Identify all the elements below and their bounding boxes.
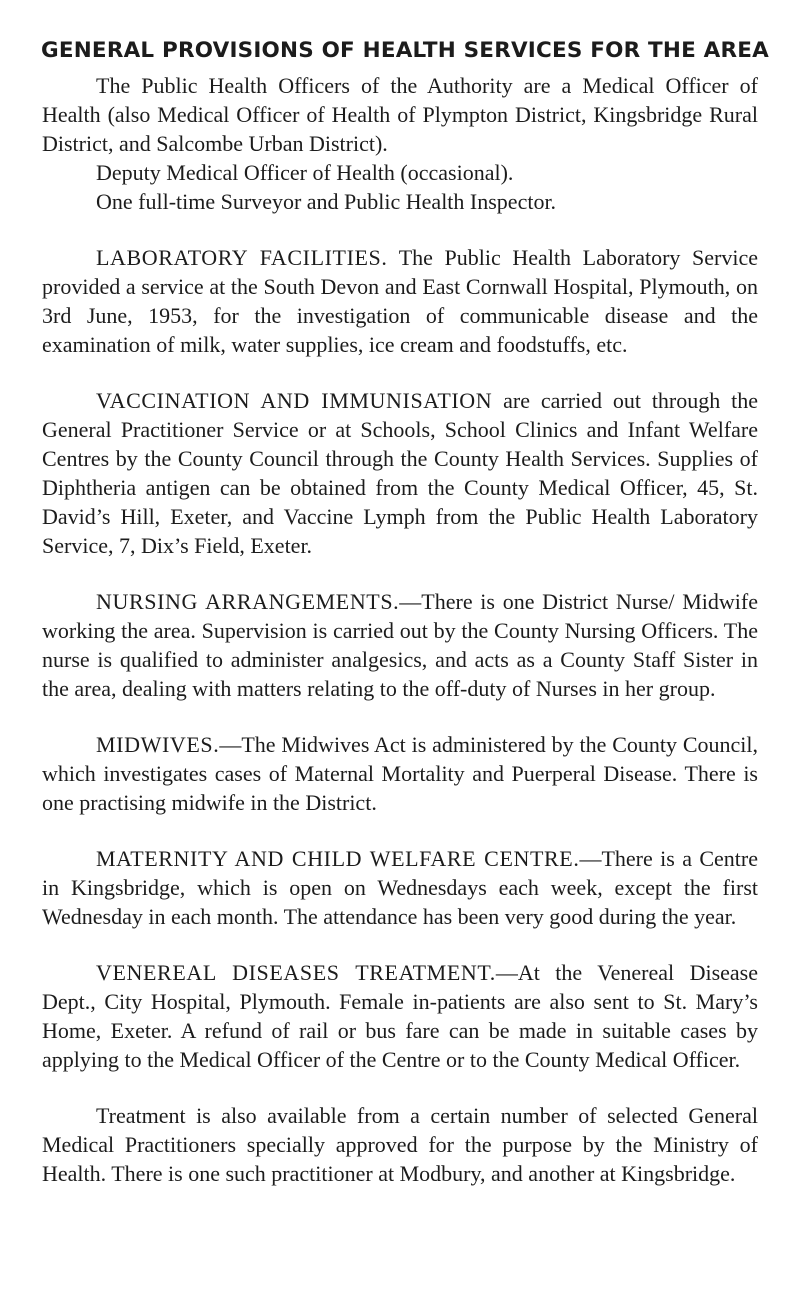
vaccination-paragraph: [42, 386, 758, 560]
section-title: VACCINATION AND IMMUNISATION: [96, 388, 493, 413]
section-text: —At the Venereal Disease Dept., City Hospital, Plymouth. Female in-patients are also sent to St. Mary’s Home, Exeter. A refund of rail or bus fare can be made in suitable cases by applying to the Medical Officer of the Centre or to the County Medical Officer.: [42, 960, 758, 1072]
intro-deputy-text: Deputy Medical Officer of Health (occasional).: [96, 160, 514, 185]
intro-officers-text: The Public Health Officers of the Authority are a Medical Officer of Health (also Medical Officer of Health of Plympton District, Kingsbridge Rural District, and Salcombe Urban District).: [42, 73, 758, 156]
document-page: [41, 38, 769, 1188]
section-title: VENEREAL DISEASES TREATMENT.: [96, 960, 496, 985]
section-text: —There is one District Nurse/ Midwife working the area. Supervision is carried out by the County Nursing Officers. The nurse is qualified to administer analgesics, and acts as a County Staff Sister in the area, dealing with matters relating to the off-duty of Nurses in her group.: [42, 589, 759, 701]
section-text: The Public Health Laboratory Service provided a service at the South Devon and East Cornwall Hospital, Plymouth, on 3rd June, 1953, for the investigation of communicable disease and the examination of milk, water supplies, ice cream and foodstuffs, etc.: [42, 245, 758, 357]
section-title: LABORATORY FACILITIES.: [96, 245, 388, 270]
page-title: GENERAL PROVISIONS OF HEALTH SERVICES FOR THE AREA: [41, 38, 769, 63]
treatment-paragraph: [42, 1101, 758, 1188]
section-text: —There is a Centre in Kingsbridge, which is open on Wednesdays each week, except the first Wednesday in each month. The attendance has been very good during the year.: [42, 846, 758, 929]
midwives-paragraph: [42, 730, 758, 817]
maternity-welfare-paragraph: [42, 844, 758, 931]
section-text: Treatment is also available from a certain number of selected General Medical Practitioners specially approved for the purpose by the Ministry of Health. There is one such practitioner at Modbury, and another at Kingsbridge.: [42, 1103, 758, 1186]
laboratory-facilities-paragraph: [42, 243, 758, 359]
section-text: —The Midwives Act is administered by the County Council, which investigates cases of Maternal Mortality and Puerperal Disease. There is one practising midwife in the District.: [42, 732, 758, 815]
section-title: MATERNITY AND CHILD WELFARE CENTRE.: [96, 846, 580, 871]
intro-paragraph: [42, 71, 758, 216]
section-text: are carried out through the General Practitioner Service or at Schools, School Clinics and Infant Welfare Centres by the County Council through the County Health Services. Supplies of Diphtheria antigen can be obtained from the County Medical Officer, 45, St. David’s Hill, Exeter, and Vaccine Lymph from the Public Health Laboratory Service, 7, Dix’s Field, Exeter.: [42, 388, 759, 558]
section-title: NURSING ARRANGEMENTS.: [96, 589, 400, 614]
nursing-arrangements-paragraph: [42, 587, 758, 703]
venereal-diseases-paragraph: [42, 958, 758, 1074]
intro-surveyor-text: One full-time Surveyor and Public Health Inspector.: [96, 189, 557, 214]
section-title: MIDWIVES.: [96, 732, 220, 757]
